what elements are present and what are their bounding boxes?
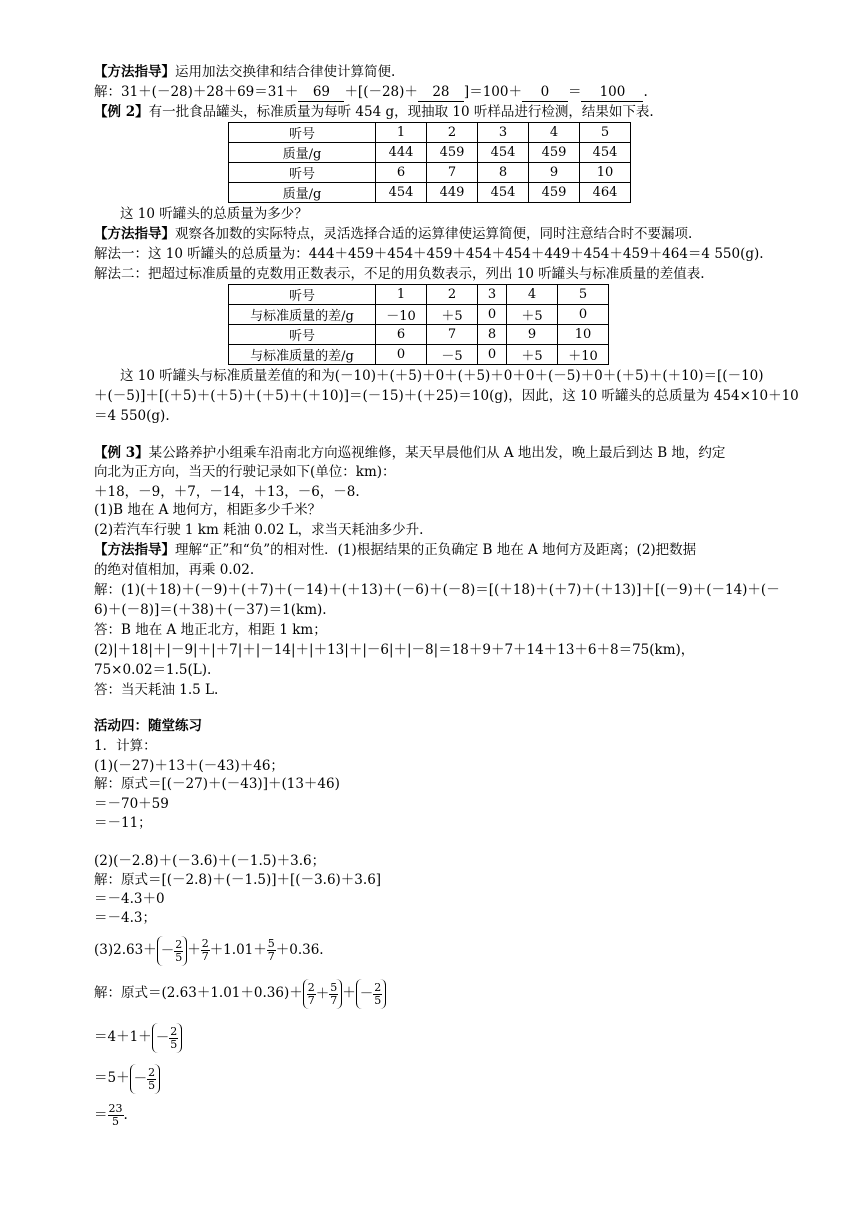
paren-fraction [303,979,343,1009]
table-cell: 听号 [229,285,376,305]
paren-fraction [157,936,188,966]
table-cell: 1 [376,123,427,143]
table-cell: 听号 [229,123,376,143]
numerator: 2 [307,980,315,994]
solution-3-line-3: 答：B 地在 A 地正北方，相距 1 km； [94,622,327,638]
table-cell: 3 [478,285,507,305]
sol-text: ＝ [567,84,582,100]
numerator: 2 [201,937,209,950]
table-cell: ＋10 [558,345,609,365]
denominator: 5 [374,993,382,1007]
fraction [108,1103,124,1128]
table-cell: 459 [529,143,580,163]
denominator: 7 [307,993,315,1007]
paren-fraction [356,979,387,1009]
numerator: 2 [175,937,183,951]
denominator: 7 [267,950,275,963]
table-cell: 8 [478,325,507,345]
example-3-question-1: (1)B 地在 A 地何方，相距多少千米？ [94,502,322,518]
table-cell: ＋5 [507,305,558,325]
expr-text: ＋ [187,942,201,958]
blank-answer: 28 [418,83,464,102]
table-cell: 444 [376,143,427,163]
denominator: 7 [330,993,338,1007]
table-row [229,345,609,365]
sum-line-1: 这 10 听罐头与标准质量差值的和为(－10)＋(＋5)＋0＋(＋5)＋0＋0＋(－5)＋0＋(＋5)＋(＋10)＝[(－10) [120,368,764,384]
paren-fraction [152,1023,183,1053]
exercise-1-line: (1)(－27)＋13＋(－43)＋46； [94,758,284,774]
fraction [373,982,382,1007]
table-cell: 454 [478,143,529,163]
table-cell: 9 [507,325,558,345]
question-2: 这 10 听罐头的总质量为多少？ [120,206,308,222]
method-tip-2 [94,225,692,243]
example-3 [94,444,725,462]
table-cell: 0 [478,345,507,365]
example-2 [94,103,654,121]
table-cell: 2 [427,285,478,305]
table-cell: 听号 [229,325,376,345]
table-cell: 8 [478,163,529,183]
table-cell: 质量/g [229,183,376,203]
exercise-1-line: ＝－11； [94,815,152,831]
table-row [229,163,631,183]
method-tip-3 [94,541,696,559]
exercise-3-step-2 [94,1063,160,1094]
difference-table [228,284,609,365]
tip-label: 【方法指导】 [94,226,175,242]
solution-3-line-2: 6)＋(－8)]＝(＋38)＋(－37)＝1(km). [94,602,327,618]
exercise-3-step-1 [94,1022,182,1053]
fraction [267,938,276,963]
sol-text: . [643,84,648,100]
denominator: 7 [201,950,209,963]
table-cell: 7 [427,163,478,183]
expr-text: ＝4＋1＋ [94,1029,152,1045]
expr-text: ＝5＋ [94,1070,130,1086]
sol-text: ＋[(－28)＋ [344,84,418,100]
table-cell: 459 [529,183,580,203]
expr-text: . [123,1107,128,1123]
solution-3-line-5: 75×0.02＝1.5(L). [94,662,212,678]
table-cell: 6 [376,163,427,183]
mass-table [228,122,631,203]
tip-label: 【方法指导】 [94,64,175,80]
table-row [229,123,631,143]
sum-line-3: ＝4 550(g). [94,408,170,424]
fraction [169,1026,178,1051]
table-cell: 454 [580,143,631,163]
exercise-1-line: ＝－70＋59 [94,796,169,812]
numerator: 2 [374,980,382,994]
table-row [229,183,631,203]
example-label: 【例 2】 [94,104,149,120]
table-cell: 5 [580,123,631,143]
expr-text: ＋0.36. [275,942,324,958]
table-cell: 454 [376,183,427,203]
minus-sign: － [359,985,374,1002]
table-cell: 6 [376,325,427,345]
table-cell: 0 [558,305,609,325]
expr-text: (3)2.63＋ [94,942,157,958]
example-3-line-2: 向北为正方向，当天的行驶记录如下(单位：km)： [94,464,396,480]
expr-text: ＋ [342,985,356,1001]
minus-sign: － [133,1070,148,1087]
denominator: 5 [170,1037,178,1051]
sol-text: 解：31＋(－28)＋28＋69＝31＋ [94,84,299,100]
table-cell: 0 [478,305,507,325]
practice-intro: 1．计算： [94,738,157,754]
table-cell: 4 [507,285,558,305]
table-cell: －5 [427,345,478,365]
expr-text: 解：原式＝(2.63＋1.01＋0.36)＋ [94,985,303,1001]
table-row [229,305,609,325]
table-row [229,143,631,163]
table-cell: －10 [376,305,427,325]
exercise-1-line: 解：原式＝[(－27)＋(－43)]＋(13＋46) [94,776,340,792]
table-cell: 听号 [229,163,376,183]
table-cell: 10 [580,163,631,183]
table-cell: 3 [478,123,529,143]
table-cell: 质量/g [229,143,376,163]
expr-text: ＋1.01＋ [209,942,267,958]
method-tip-3-line-2: 的绝对值相加，再乘 0.02. [94,562,255,578]
example-label: 【例 3】 [94,445,149,461]
table-cell: 与标准质量的差/g [229,305,376,325]
table-cell: ＋5 [427,305,478,325]
activity-4-heading: 活动四：随堂练习 [94,718,202,734]
sol-text: ]＝100＋ [463,84,522,100]
method-one: 解法一：这 10 听罐头的总质量为：444＋459＋454＋459＋454＋454＋449＋454＋459＋464＝4 550(g). [94,246,764,262]
exercise-2-line: 解：原式＝[(－2.8)＋(－1.5)]＋[(－3.6)＋3.6] [94,872,382,888]
method-tip-1 [94,63,395,81]
table-cell: 5 [558,285,609,305]
solution-3-line-6: 答：当天耗油 1.5 L. [94,682,219,698]
expr-text: ＝ [94,1107,108,1123]
numerator: 5 [330,980,338,994]
table-cell: 0 [376,345,427,365]
example-text: 有一批食品罐头，标准质量为每听 454 g，现抽取 10 听样品进行检测，结果如下表. [148,104,654,120]
denominator: 5 [175,950,183,964]
numerator: 23 [108,1102,123,1115]
sum-line-2: ＋(－5)]＋[(＋5)＋(＋5)＋(＋5)＋(＋10)]＝(－15)＋(＋25)＝10(g)，因此，这 10 听罐头的总质量为 454×10＋10 [94,388,799,404]
solution-3-line-1: 解：(1)(＋18)＋(－9)＋(＋7)＋(－14)＋(＋13)＋(－6)＋(－8)＝[(＋18)＋(＋7)＋(＋13)]＋[(－9)＋(－14)＋(－ [94,582,780,598]
minus-sign: － [155,1029,170,1046]
numerator: 2 [148,1065,156,1079]
tip-text: 理解“正”和“负”的相对性．(1)根据结果的正负确定 B 地在 A 地何方及距离；(2)把数据 [175,542,697,558]
tip-label: 【方法指导】 [94,542,175,558]
fraction [201,938,210,963]
method-two: 解法二：把超过标准质量的克数用正数表示，不足的用负数表示，列出 10 听罐头与标准质量的差值表. [94,266,705,282]
table-cell: 454 [478,183,529,203]
fraction [329,982,338,1007]
tip-text: 运用加法交换律和结合律使计算简便. [175,64,396,80]
exercise-3-result [94,1100,128,1130]
table-cell: ＋5 [507,345,558,365]
table-cell: 与标准质量的差/g [229,345,376,365]
table-cell: 7 [427,325,478,345]
fraction [174,939,183,964]
exercise-2-line: ＝－4.3； [94,910,156,926]
paren-fraction [130,1064,161,1094]
table-cell: 464 [580,183,631,203]
exercise-2-line: (2)(－2.8)＋(－3.6)＋(－1.5)＋3.6； [94,853,326,869]
table-cell: 9 [529,163,580,183]
solution-3-line-4: (2)|＋18|＋|－9|＋|＋7|＋|－14|＋|＋13|＋|－6|＋|－8|＝18＋9＋7＋14＋13＋6＋8＝75(km)， [94,642,695,658]
table-cell: 1 [376,285,427,305]
denominator: 5 [148,1078,156,1092]
example-text: 某公路养护小组乘车沿南北方向巡视维修，某天早晨他们从 A 地出发，晚上最后到达 B 地，约定 [148,445,726,461]
table-row [229,325,609,345]
table-row [229,285,609,305]
example-3-question-2: (2)若汽车行驶 1 km 耗油 0.02 L，求当天耗油多少升. [94,522,424,538]
blank-answer: 100 [581,83,643,102]
travel-record: ＋18，－9，＋7，－14，＋13，－6，－8. [94,484,360,500]
table-cell: 4 [529,123,580,143]
exercise-2-line: ＝－4.3＋0 [94,891,165,907]
expr-text: ＋ [315,985,330,1002]
minus-sign: － [160,942,175,959]
solution-1 [94,83,648,102]
exercise-3-solution [94,978,386,1009]
exercise-3 [94,935,324,966]
blank-answer: 69 [298,83,344,102]
numerator: 5 [267,937,275,950]
table-cell: 459 [427,143,478,163]
table-cell: 449 [427,183,478,203]
numerator: 2 [170,1024,178,1038]
denominator: 5 [112,1115,119,1128]
fraction [147,1067,156,1092]
tip-text: 观察各加数的实际特点，灵活选择合适的运算律使运算简便，同时注意结合时不要漏项. [175,226,693,242]
fraction [307,982,316,1007]
blank-answer: 0 [522,83,568,102]
table-cell: 2 [427,123,478,143]
table-cell: 10 [558,325,609,345]
